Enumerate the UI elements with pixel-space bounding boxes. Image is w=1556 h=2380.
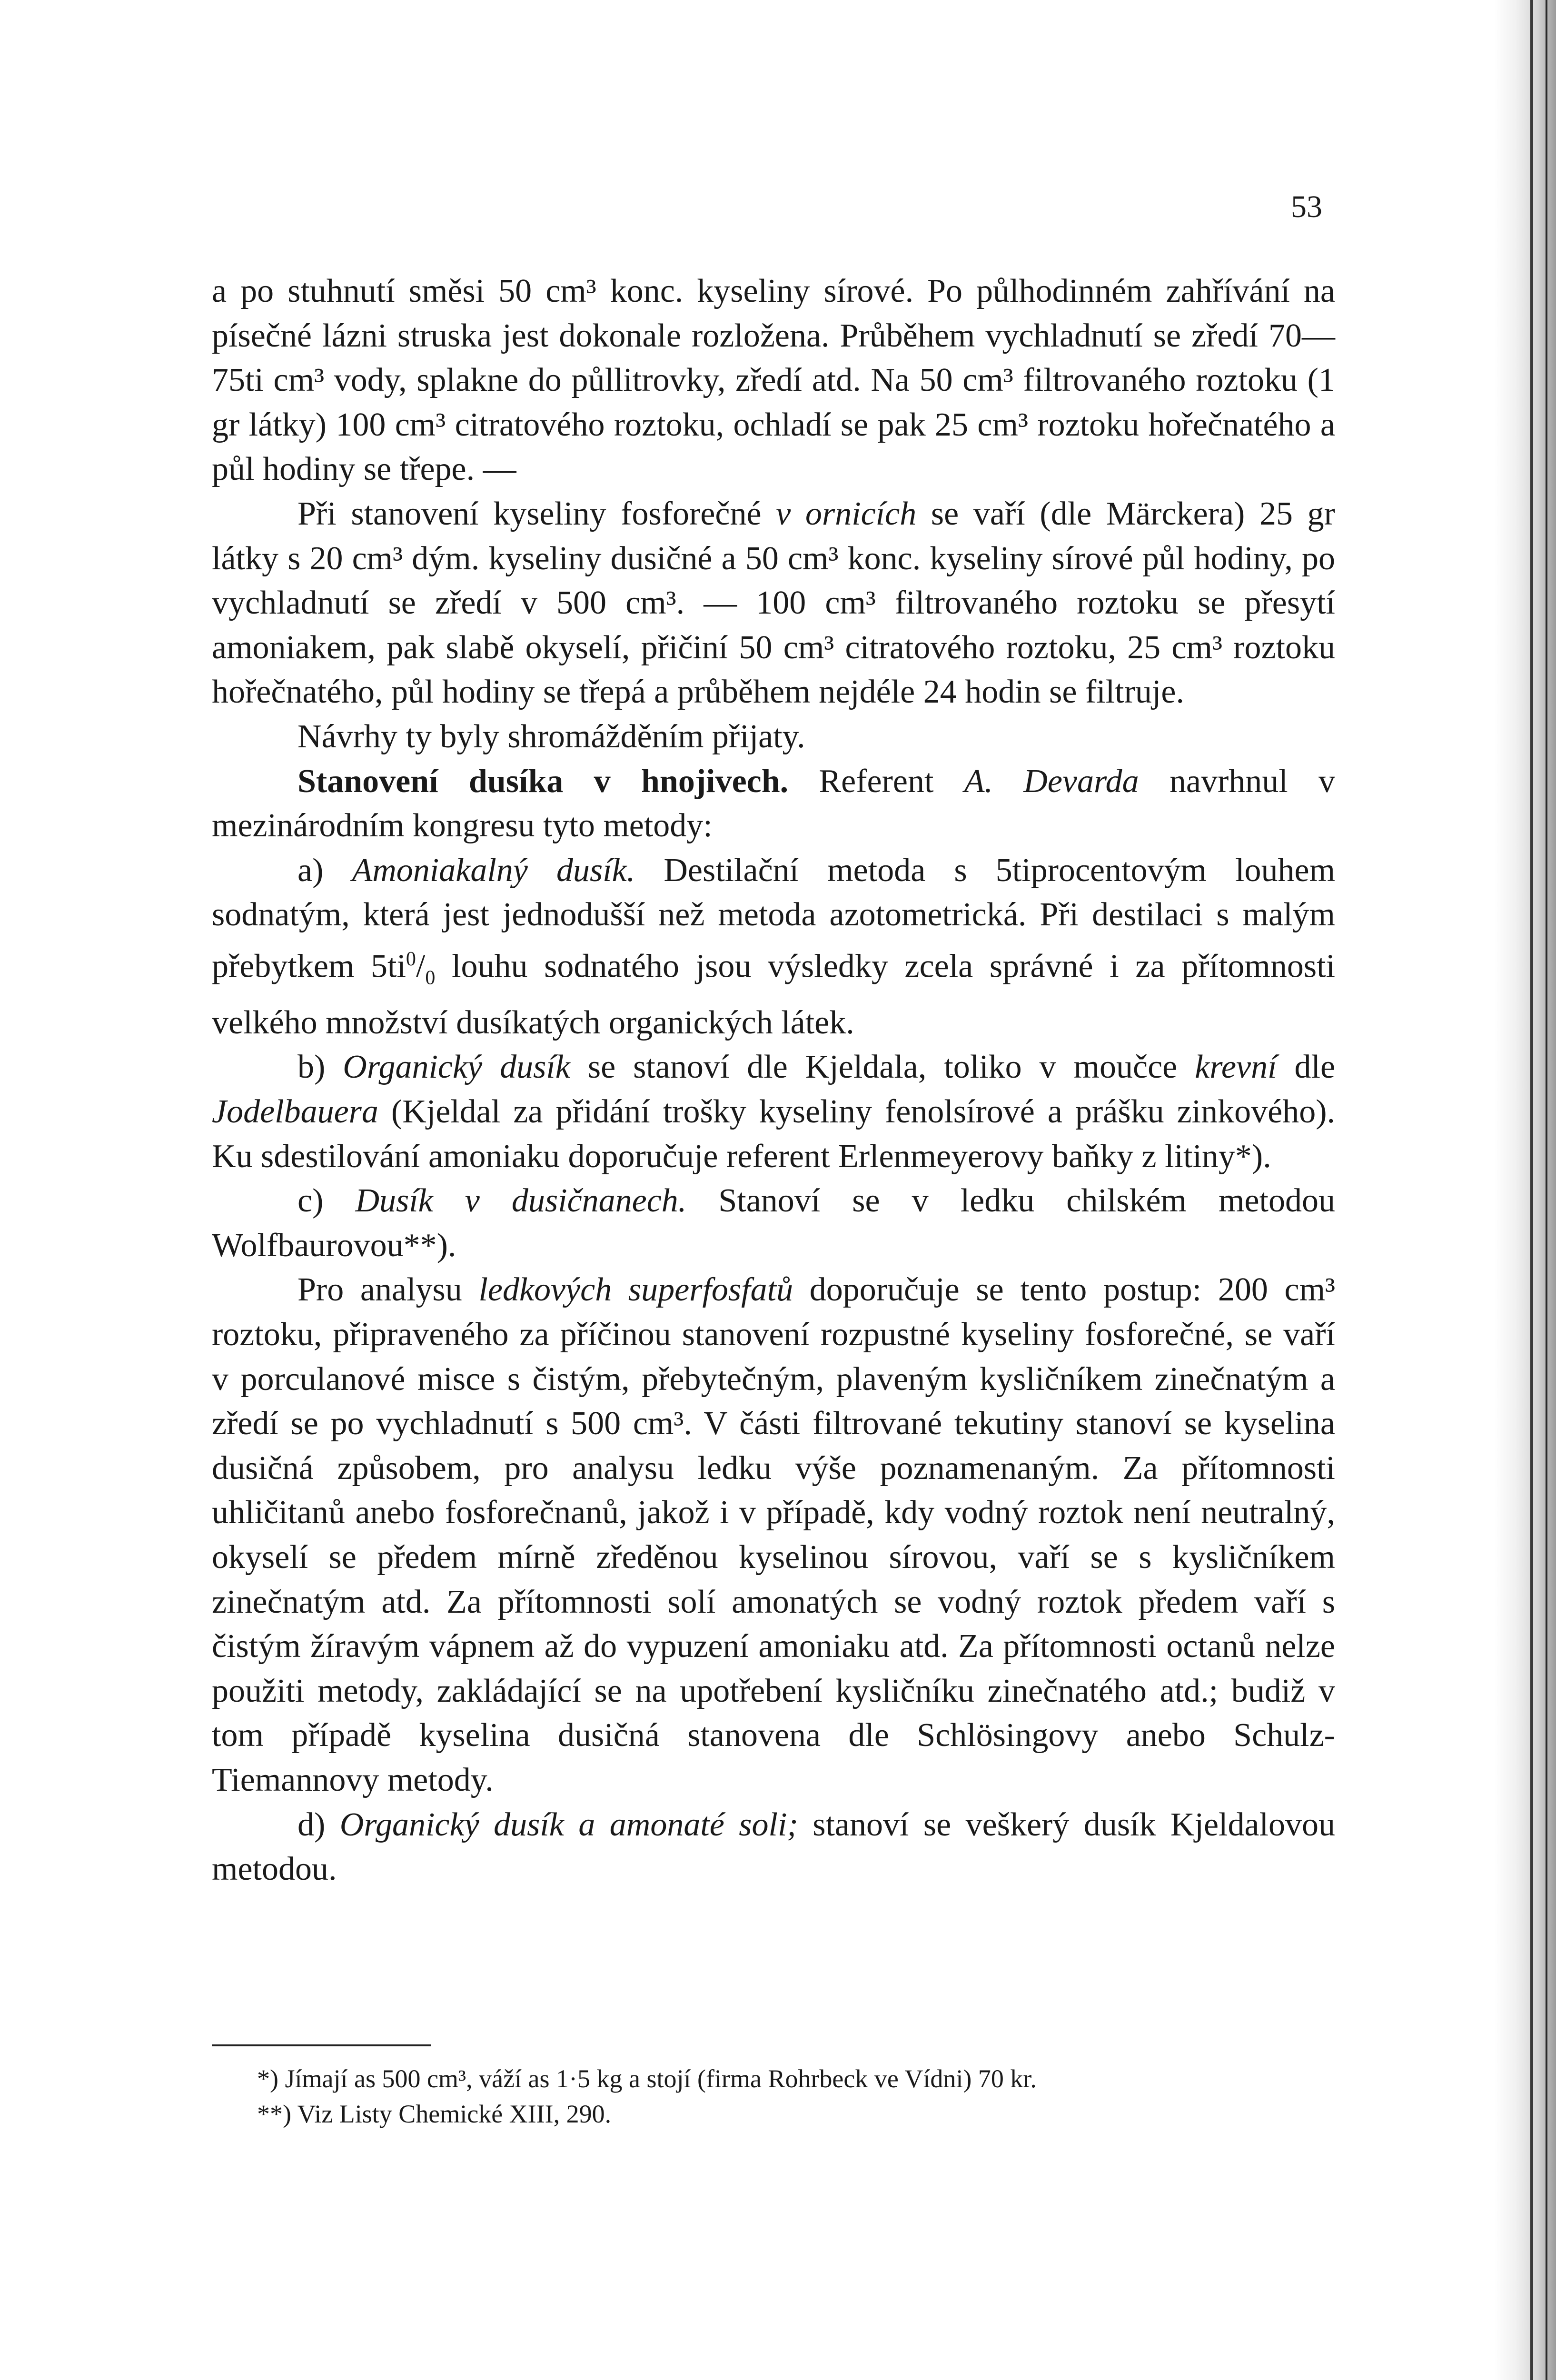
footnote-divider (212, 2044, 431, 2046)
section-heading: Stanovení dusíka v hnojivech. (297, 763, 789, 800)
paragraph-6: b) Organický dusík se stanoví dle Kjeldala, toliko v moučce krevní dle Jodelbauera (Kjeldal za přidání trošky kyseliny fenolsírové a prášku zinkového). Ku sdestilování amoniaku doporučuje referent Erlenmeyerovy baňky z litiny*). (212, 1049, 1336, 1175)
paragraph-4: Stanovení dusíka v hnojivech. Referent A. Devarda navrhnul v mezinárodním kongresu tyto metody: (212, 763, 1336, 844)
footnotes (212, 2061, 1335, 2132)
paragraph-1: a po stuhnutí směsi 50 cm³ konc. kyseliny sírové. Po půlhodinném zahřívání na písečné lázni struska jest dokonale rozložena. Průběhem vychladnutí se zředí 70—75ti cm³ vody, splakne do půllitrovky, zředí atd. Na 50 cm³ filtrovaného roztoku (1 gr látky) 100 cm³ citratového roztoku, ochladí se pak 25 cm³ roztoku hořečnatého a půl hodiny se třepe. — (212, 273, 1335, 488)
paragraph-8: Pro analysu ledkových superfosfatů doporučuje se tento postup: 200 cm³ roztoku, připraveného za příčinou stanovení rozpustné kyseliny fosforečné, se vaří v porculanové misce s čistým, přebytečným, plaveným kysličníkem zinečnatým a zředí se po vychladnutí s 500 cm³. V části filtrované tekutiny stanoví se kyselina dusičná způsobem, pro analysu ledku výše poznamenaným. Za přítomnosti uhličitanů anebo fosforečnanů, jakož i v případě, kdy vodný roztok není neutralný, okyselí se předem mírně zředěnou kyselinou sírovou, vaří se s kysličníkem zinečnatým atd. Za přítomnosti solí amonatých se vodný roztok předem vaří s čistým žíravým vápnem až do vypuzení amoniaku atd. Za přítomnosti octanů nelze použiti metody, zakládající se na upotřebení kysličníku zinečnatého atd.; budiž v tom případě kyselina dusičná stanovena dle Schlösingovy anebo Schulz-Tiemannovy metody. (212, 1271, 1336, 1798)
page-number: 53 (1291, 189, 1322, 224)
page-edge-line-outer (1546, 0, 1547, 2380)
page-edge-line (1530, 0, 1533, 2380)
footnote-2: **) Viz Listy Chemické XIII, 290. (257, 2100, 612, 2128)
paragraph-9: d) Organický dusík a amonaté soli; stanoví se veškerý dusík Kjeldalovou metodou. (212, 1806, 1336, 1888)
paragraph-7: c) Dusík v dusičnanech. Stanoví se v ledku chilském metodou Wolfbaurovou**). (212, 1182, 1336, 1264)
paragraph-2: Při stanovení kyseliny fosforečné v ornicích se vaří (dle Märckera) 25 gr látky s 20 cm³ dým. kyseliny dusičné a 50 cm³ konc. kyseliny sírové půl hodiny, po vychladnutí se zředí v 500 cm³. — 100 cm³ filtrovaného roztoku se přesytí amoniakem, pak slabě okyselí, přičiní 50 cm³ citratového roztoku, 25 cm³ roztoku hořečnatého, půl hodiny se třepá a průběhem nejdéle 24 hodin se filtruje. (212, 495, 1335, 711)
body-text (212, 269, 1335, 1892)
footnote-1: *) Jímají as 500 cm³, váží as 1·5 kg a stojí (firma Rohrbeck ve Vídni) 70 kr. (257, 2064, 1037, 2093)
paragraph-5: a) Amoniakalný dusík. Destilační metoda s 5tiprocentovým louhem sodnatým, která jest jednodušší než metoda azotometrická. Při destilaci s malým přebytkem $5ti^0/_0$ louhu sodnatého jsou výsledky zcela správné i za přítomnosti velkého množství dusíkatých organických látek. (212, 852, 1336, 1041)
paragraph-3: Návrhy ty byly shromážděním přijaty. (297, 718, 805, 755)
